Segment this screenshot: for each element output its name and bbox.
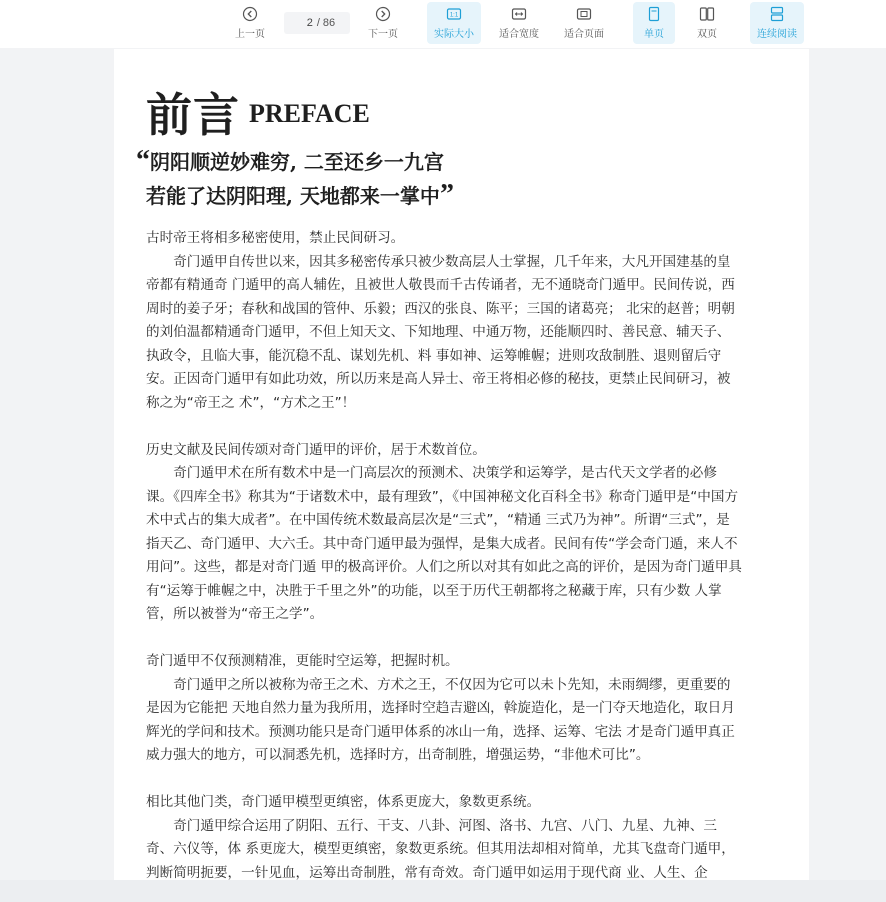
viewer-toolbar [0, 0, 886, 48]
single-page-button[interactable] [633, 2, 675, 44]
actual-size-button[interactable] [427, 2, 481, 44]
actual-size-icon [446, 6, 462, 22]
chevron-left-icon [242, 6, 258, 22]
section-heading: 古时帝王将相多秘密使用，禁止民间研习。 [146, 230, 405, 246]
section-heading: 历史文献及民间传颂对奇门遁甲的评价，居于术数首位。 [146, 441, 486, 458]
fit-width-label: 适合宽度 [499, 29, 539, 40]
fit-width-button[interactable] [492, 2, 546, 44]
fit-width-icon [511, 6, 527, 22]
actual-size-label: 实际大小 [434, 29, 474, 40]
continuous-reading-icon [769, 6, 785, 22]
fit-page-icon [576, 6, 592, 22]
section-paragraph: 奇门遁甲术在所有数术中是一门高层次的预测术、决策学和运筹学，是古代天文学者的必修课。《四库全书》称其为“于诸数术中，最有理致”，《中国神秘文化百科全书》称奇门遁甲是“中国方术中式占的集大成者”。在中国传统术数最高层次是“三式”，“精通 三式乃为神”。所谓“三式”，是指天乙、奇门遁甲、大六壬。其中奇门遁甲最为强悍，是集大成者。民间有传“学会奇门遁，来人不用问”。这些，都是对奇门遁 甲的极高评价。人们之所以对其有如此之高的评价，是因为奇门遁甲具有“运筹于帷幄之中，决胜于千里之外”的功能，以至于历代王朝都将之秘藏于库，只有少数 人掌管，所以被誉为“帝王之学”。 [146, 465, 742, 622]
quote-line-2 [146, 179, 454, 211]
section-paragraph: 奇门遁甲自传世以来，因其多秘密传承只被少数高层人士掌握，几千年来，大凡开国建基的皇帝都有精通奇 门遁甲的高人辅佐，且被世人敬畏而千古传诵者，无不通晓奇门遁甲。民间传说，西周时的姜子牙；春秋和战国的管仲、乐毅；西汉的张良、陈平；三国的诸葛亮； 北宋的赵普；明朝的刘伯温都精通奇门遁甲，不但上知天文、下知地理、中通万物，还能顺四时、善民意、辅天子、执政令，且临大事，能沉稳不乱、谋划先机、料 事如神、运筹帷幄；进则攻敌制胜、退则留后守安。正因奇门遁甲有如此功效，所以历来是高人异士、帝王将相必修的秘技，更禁止民间研习，被称之为“帝王之 术”，“方术之王”！ [146, 253, 735, 411]
continuous-reading-button[interactable] [750, 2, 804, 44]
fit-page-label: 适合页面 [564, 29, 604, 40]
next-page-label: 下一页 [368, 29, 398, 40]
double-page-icon [699, 6, 715, 22]
quote-line-1-text: 阴阳顺逆妙难穷, 二至还乡一九宫 [150, 150, 444, 174]
single-page-label: 单页 [644, 29, 664, 40]
prev-page-label: 上一页 [235, 29, 265, 40]
quote-line-2-text: 若能了达阴阳理, 天地都来一掌中 [146, 184, 440, 208]
double-page-button[interactable] [686, 2, 728, 44]
document-body [146, 227, 742, 880]
chevron-right-icon [375, 6, 391, 22]
bottom-scroll-area [0, 880, 886, 902]
next-page-button[interactable] [361, 2, 405, 44]
quote-line-1 [136, 145, 444, 177]
total-pages: / 86 [316, 17, 336, 29]
svg-text:1:1: 1:1 [449, 12, 459, 19]
single-page-icon [646, 6, 662, 22]
double-page-label: 双页 [697, 29, 717, 40]
section-heading: 相比其他门类，奇门遁甲模型更缜密，体系更庞大，象数更系统。 [146, 794, 541, 810]
page-indicator [284, 12, 350, 34]
section-paragraph: 奇门遁甲综合运用了阴阳、五行、干支、八卦、河图、洛书、九宫、八门、九星、九神、三奇、六仪等，体 系更庞大，模型更缜密，象数更系统。但其用法却相对简单，尤其飞盘奇门遁甲，判断简明扼要，一针见血，运筹出奇制胜，常有奇效。奇门遁甲如运用于现代商 业、人生、企 [146, 817, 735, 880]
prev-page-button[interactable] [228, 2, 272, 44]
quote-close-mark: ” [439, 179, 454, 210]
section-heading: 奇门遁甲不仅预测精准，更能时空运筹，把握时机。 [146, 653, 459, 669]
section-paragraph: 奇门遁甲之所以被称为帝王之术、方术之王，不仅因为它可以未卜先知，未雨绸缪，更重要的是因为它能把 天地自然力量为我所用，选择时空趋吉避凶，斡旋造化，是一门夺天地造化，取日月辉光的学问和技术。预测功能只是奇门遁甲体系的冰山一角，选择、运筹、宅法 才是奇门遁甲真正威力强大的地方，可以洞悉先机，选择时方，出奇制胜，增强运势，“非他术可比”。 [146, 676, 735, 763]
quote-open-mark: “ [136, 145, 150, 176]
document-page [114, 49, 809, 880]
page-title-english: PREFACE [249, 99, 370, 128]
fit-page-button[interactable] [557, 2, 611, 44]
page-number-input[interactable] [299, 17, 313, 29]
continuous-reading-label: 连续阅读 [757, 29, 797, 40]
page-title: 前言 [146, 88, 240, 142]
